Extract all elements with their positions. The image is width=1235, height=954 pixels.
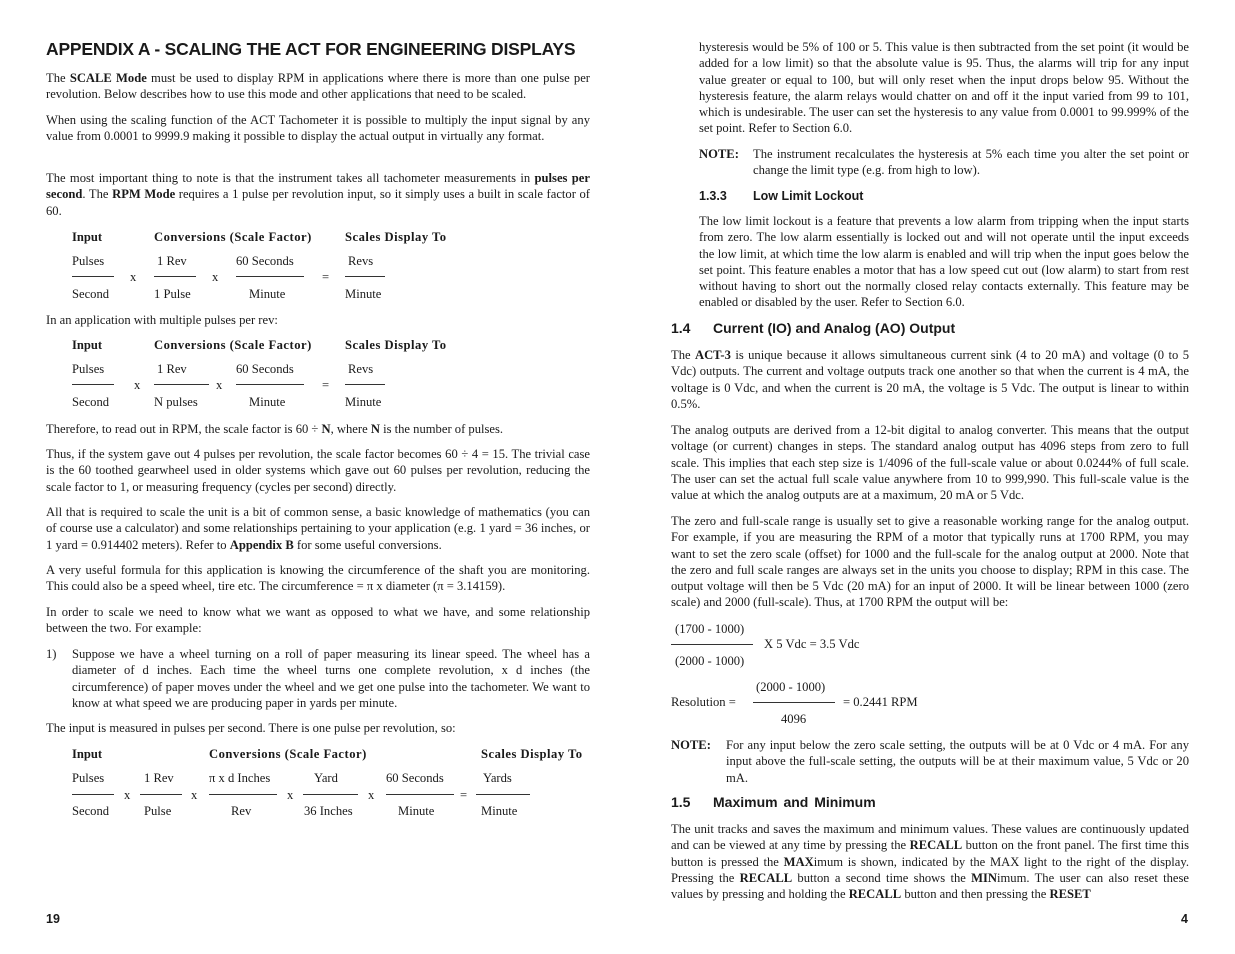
formula-result: X 5 Vdc = 3.5 Vdc bbox=[764, 637, 860, 651]
multiply-sign: x bbox=[368, 788, 375, 802]
multiply-sign: x bbox=[287, 788, 294, 802]
table-header-input: Input bbox=[72, 230, 103, 244]
paragraph-scale-mode bbox=[46, 70, 590, 103]
denominator: 36 Inches bbox=[304, 804, 353, 818]
formula-numerator: (1700 - 1000) bbox=[675, 622, 745, 636]
bold-run: RPM Mode bbox=[112, 187, 176, 202]
bold-run: RESET bbox=[1049, 887, 1091, 902]
fraction-bar bbox=[303, 794, 358, 795]
formula-denominator: 4096 bbox=[781, 712, 807, 726]
table-header-conversions: Conversions (Scale Factor) bbox=[154, 338, 312, 352]
text-run: imum is shown, indicated by the MAX light to the right of the display. Pressing the bbox=[671, 854, 1189, 885]
text-run: The unit tracks and saves the maximum and minimum values. These values are continuously updated and can be viewed at any time by pressing the bbox=[671, 822, 1189, 853]
fraction-bar bbox=[209, 794, 277, 795]
text-run: is the number of pulses. bbox=[379, 422, 504, 436]
bold-run: SCALE Mode bbox=[69, 71, 147, 85]
section-title-max-min: Maximum and Minimum bbox=[713, 794, 876, 810]
multiply-sign: x bbox=[134, 378, 141, 392]
numerator: 1 Rev bbox=[157, 362, 187, 376]
list-item-number: 1) bbox=[46, 647, 57, 661]
section-number-1-3-3: 1.3.3 bbox=[699, 189, 727, 203]
numerator: 60 Seconds bbox=[236, 254, 294, 268]
bold-run: RECALL bbox=[909, 838, 963, 853]
denominator: N pulses bbox=[154, 395, 198, 409]
text-run: is unique because it allows simultaneous current sink (4 to 20 mA) and voltage (0 to 5 Vdc) outputs. The current and voltage outputs track one another so that when the current is 4 mA, the voltage is 0 Vdc, and when the current is 20 mA, the voltage is 5 Vdc. The output is linear to within 0.5%. bbox=[671, 348, 1189, 411]
conversion-table-yards bbox=[46, 745, 590, 825]
denominator: Minute bbox=[398, 804, 435, 818]
appendix-title: APPENDIX A - SCALING THE ACT FOR ENGINEERING DISPLAYS bbox=[46, 39, 576, 59]
table-header-input: Input bbox=[72, 338, 103, 352]
fraction-bar bbox=[72, 794, 114, 795]
equals-sign: = bbox=[322, 378, 330, 392]
text-run: The bbox=[671, 348, 695, 362]
text-run: The most important thing to note is that the instrument takes all tachometer measurements in bbox=[46, 171, 535, 185]
bold-run: N bbox=[370, 422, 380, 436]
formula-result: = 0.2441 RPM bbox=[843, 695, 918, 709]
table-header-input: Input bbox=[72, 747, 103, 761]
multiply-sign: x bbox=[216, 378, 223, 392]
text-run: for some useful conversions. bbox=[293, 537, 442, 552]
paragraph-pulses-per-second bbox=[46, 170, 590, 219]
fraction-bar bbox=[476, 794, 530, 795]
denominator: Minute bbox=[345, 287, 382, 301]
paragraph-scale-factor bbox=[46, 421, 590, 437]
bold-run: MIN bbox=[971, 870, 998, 885]
conversion-table-rpm bbox=[46, 228, 590, 308]
text-run: button on the front panel. The first time this button is pressed the bbox=[671, 838, 1190, 869]
fraction-bar bbox=[386, 794, 454, 795]
note-label: NOTE: bbox=[671, 738, 711, 752]
multiply-sign: x bbox=[124, 788, 131, 802]
denominator: Minute bbox=[481, 804, 518, 818]
bold-run: pulses per second bbox=[46, 171, 590, 202]
paragraph-input-measured: The input is measured in pulses per second. There is one pulse per revolution, so: bbox=[46, 721, 456, 735]
note-zero-scale: For any input below the zero scale setting, the outputs will be at 0 Vdc or 4 mA. For any input above the full-scale setting, the outputs will be at their maximum value, 5 Vdc or 20 mA. bbox=[726, 738, 1189, 785]
page-number-left: 19 bbox=[46, 912, 60, 926]
paragraph-multiple-pulses: In an application with multiple pulses per rev: bbox=[46, 313, 278, 327]
table-header-scales: Scales Display To bbox=[345, 338, 447, 352]
table-header-conversions: Conversions (Scale Factor) bbox=[154, 230, 312, 244]
paragraph-scaling-function: When using the scaling function of the ACT Tachometer it is possible to multiply the input signal by any value from 0.0001 to 9999.9 making it possible to display the actual output in virtually any format. bbox=[46, 113, 590, 144]
text-run: , where bbox=[330, 422, 371, 436]
numerator: 1 Rev bbox=[144, 771, 174, 785]
paragraph-gearwheel: Thus, if the system gave out 4 pulses per revolution, the scale factor becomes 60 ÷ 4 = 15. The trivial case is the 60 toothed gearwheel used in older systems which gave out 60 pulses per revolution, reducing the scale factor to 1, or measuring frequency (cycles per second) directly. bbox=[46, 447, 590, 494]
bold-run: Appendix B bbox=[229, 537, 294, 552]
fraction-bar bbox=[236, 384, 304, 385]
numerator: Pulses bbox=[72, 362, 105, 376]
fraction-bar bbox=[236, 276, 304, 277]
numerator: Revs bbox=[348, 254, 374, 268]
formula-denominator: (2000 - 1000) bbox=[675, 654, 745, 668]
denominator: Second bbox=[72, 804, 110, 818]
numerator: 1 Rev bbox=[157, 254, 187, 268]
numerator: 60 Seconds bbox=[236, 362, 294, 376]
numerator: Pulses bbox=[72, 771, 105, 785]
text-run: All that is required to scale the unit is a bit of common sense, a basic knowledge of mathematics (you can of course use a calculator) and some relationships pertaining to your application (e.g. 1 yard = 36 inches, or 1 yard = 0.914402 meters). Refer to bbox=[46, 505, 590, 552]
bold-run: ACT-3 bbox=[694, 348, 731, 362]
paragraph-analog-converter: The analog outputs are derived from a 12-bit digital to analog converter. This means that the output voltage (or current) changes in steps. The standard analog output has 4096 steps from zero to full scale. This implies that each step size is 1/4096 of the full-scale value or about 0.0244% of full scale. The user can set the actual full scale value anywhere from 10 to 999,990. This full-scale value is the value at which the analog outputs are at a maximum, 20 mA or 5 Vdc. bbox=[671, 423, 1189, 503]
formula-numerator: (2000 - 1000) bbox=[756, 680, 826, 694]
text-run: The bbox=[46, 71, 70, 85]
multiply-sign: x bbox=[191, 788, 198, 802]
fraction-bar bbox=[753, 702, 835, 703]
denominator: Second bbox=[72, 395, 110, 409]
fraction-bar bbox=[345, 276, 385, 277]
numerator: Pulses bbox=[72, 254, 105, 268]
multiply-sign: x bbox=[212, 270, 219, 284]
denominator: 1 Pulse bbox=[154, 287, 191, 301]
equals-sign: = bbox=[322, 270, 330, 284]
section-number-1-5: 1.5 bbox=[671, 794, 691, 810]
table-header-conversions: Conversions (Scale Factor) bbox=[209, 747, 367, 761]
text-run: button a second time shows the bbox=[792, 870, 972, 885]
numerator: Yard bbox=[314, 771, 338, 785]
table-header-scales: Scales Display To bbox=[481, 747, 583, 761]
bold-run: RECALL bbox=[848, 887, 902, 902]
bold-run: N bbox=[321, 422, 331, 436]
denominator: Minute bbox=[249, 395, 286, 409]
section-title-low-limit-lockout: Low Limit Lockout bbox=[753, 189, 864, 203]
numerator: π x d Inches bbox=[209, 771, 271, 785]
conversion-table-multi-pulse bbox=[46, 336, 590, 416]
paragraph-act3-outputs bbox=[671, 347, 1189, 412]
paragraph-circumference: A very useful formula for this application is knowing the circumference of the shaft you are monitoring. This could also be a speed wheel, tire etc. The circumference = π x diameter (π = 3.14159). bbox=[46, 563, 590, 594]
numerator: Yards bbox=[483, 771, 512, 785]
text-run: Therefore, to read out in RPM, the scale factor is 60 ÷ bbox=[46, 422, 322, 436]
text-run: imum. The user can also reset these values by pressing and holding the bbox=[671, 870, 1190, 902]
bold-run: RECALL bbox=[739, 870, 793, 885]
formula-output-voltage bbox=[671, 620, 1189, 672]
numerator: 60 Seconds bbox=[386, 771, 444, 785]
formula-label: Resolution = bbox=[671, 695, 736, 709]
fraction-bar bbox=[671, 644, 753, 645]
section-title-current-analog-output: Current (IO) and Analog (AO) Output bbox=[713, 320, 956, 336]
fraction-bar bbox=[345, 384, 385, 385]
equals-sign: = bbox=[460, 788, 468, 802]
denominator: Minute bbox=[345, 395, 382, 409]
page-number-right: 4 bbox=[1181, 912, 1188, 926]
fraction-bar bbox=[154, 276, 196, 277]
fraction-bar bbox=[72, 276, 114, 277]
fraction-bar bbox=[154, 384, 209, 385]
section-number-1-4: 1.4 bbox=[671, 320, 691, 336]
paragraph-max-min bbox=[671, 821, 1189, 902]
fraction-bar bbox=[72, 384, 114, 385]
denominator: Minute bbox=[249, 287, 286, 301]
text-run: button and then pressing the bbox=[901, 887, 1050, 902]
paragraph-common-sense bbox=[46, 504, 590, 553]
fraction-bar bbox=[140, 794, 182, 795]
denominator: Rev bbox=[231, 804, 252, 818]
numerator: Revs bbox=[348, 362, 374, 376]
bold-run: MAX bbox=[783, 854, 814, 869]
paragraph-hysteresis: hysteresis would be 5% of 100 or 5. This value is then subtracted from the set point (it would be added for a low limit) so that the absolute value is 95. Thus, the alarms will trip for any input value greater or equal to 100, but will only reset when the input drops below 95. Without the hysteresis feature, the alarm relays would chatter on and off it the input varied from 99 to 101, which is undesirable. The user can set the hysteresis to any value from 0.0001 to 99.999% of the set point. Refer to Section 6.0. bbox=[699, 40, 1189, 136]
formula-resolution bbox=[671, 678, 1189, 730]
text-run: requires a 1 pulse per revolution input, so it simply uses a built in scale factor of 60. bbox=[46, 187, 590, 218]
paragraph-relationship: In order to scale we need to know what we want as opposed to what we have, and some relationship between the two. For example: bbox=[46, 605, 590, 636]
multiply-sign: x bbox=[130, 270, 137, 284]
denominator: Pulse bbox=[144, 804, 172, 818]
paragraph-zero-full-scale: The zero and full-scale range is usually set to give a reasonable working range for the analog output. For example, if you are measuring the RPM of a motor that typically runs at 1700 RPM, you may want to set the zero scale (offset) for 1000 and the full-scale for the analog output at 2000. Note that the zero and full scale ranges are always set in the units you choose to display; RPM in this case. The output voltage will then be 5 Vdc (20 mA) for an input of 2000. It will be linear between 1000 (zero scale) and 2000 (full-scale). Thus, at 1700 RPM the output will be: bbox=[671, 514, 1189, 610]
text-run: . The bbox=[82, 187, 113, 202]
table-header-scales: Scales Display To bbox=[345, 230, 447, 244]
paragraph-low-limit-lockout: The low limit lockout is a feature that prevents a low alarm from tripping when the input starts from zero. The low alarm essentially is locked out and will not operate until the input exceeds the low limit, at which time the low alarm is enabled and will trip when the input goes below the set point. This feature enables a motor that has a low speed cut out (low alarm) to start from rest without having to short out the normally closed relay contacts externally. This feature may be enabled or disabled by the user. Refer to Section 6.0. bbox=[699, 214, 1189, 310]
denominator: Second bbox=[72, 287, 110, 301]
list-item-wheel-example: Suppose we have a wheel turning on a roll of paper measuring its linear speed. The wheel has a diameter of d inches. Each time the wheel turns one complete revolution, x d inches (the circumference) of paper moves under the wheel and we get one pulse into the tachometer. We want to know at what speed we are producing paper in yards per minute. bbox=[72, 647, 590, 710]
note-hysteresis: The instrument recalculates the hysteresis at 5% each time you alter the set point or change the limit type (e.g. from high to low). bbox=[753, 147, 1189, 178]
note-label: NOTE: bbox=[699, 147, 739, 161]
text-run: must be used to display RPM in applications where there is more than one pulse per revolution. Below describes how to use this mode and other applications that need to be scaled. bbox=[46, 71, 590, 102]
